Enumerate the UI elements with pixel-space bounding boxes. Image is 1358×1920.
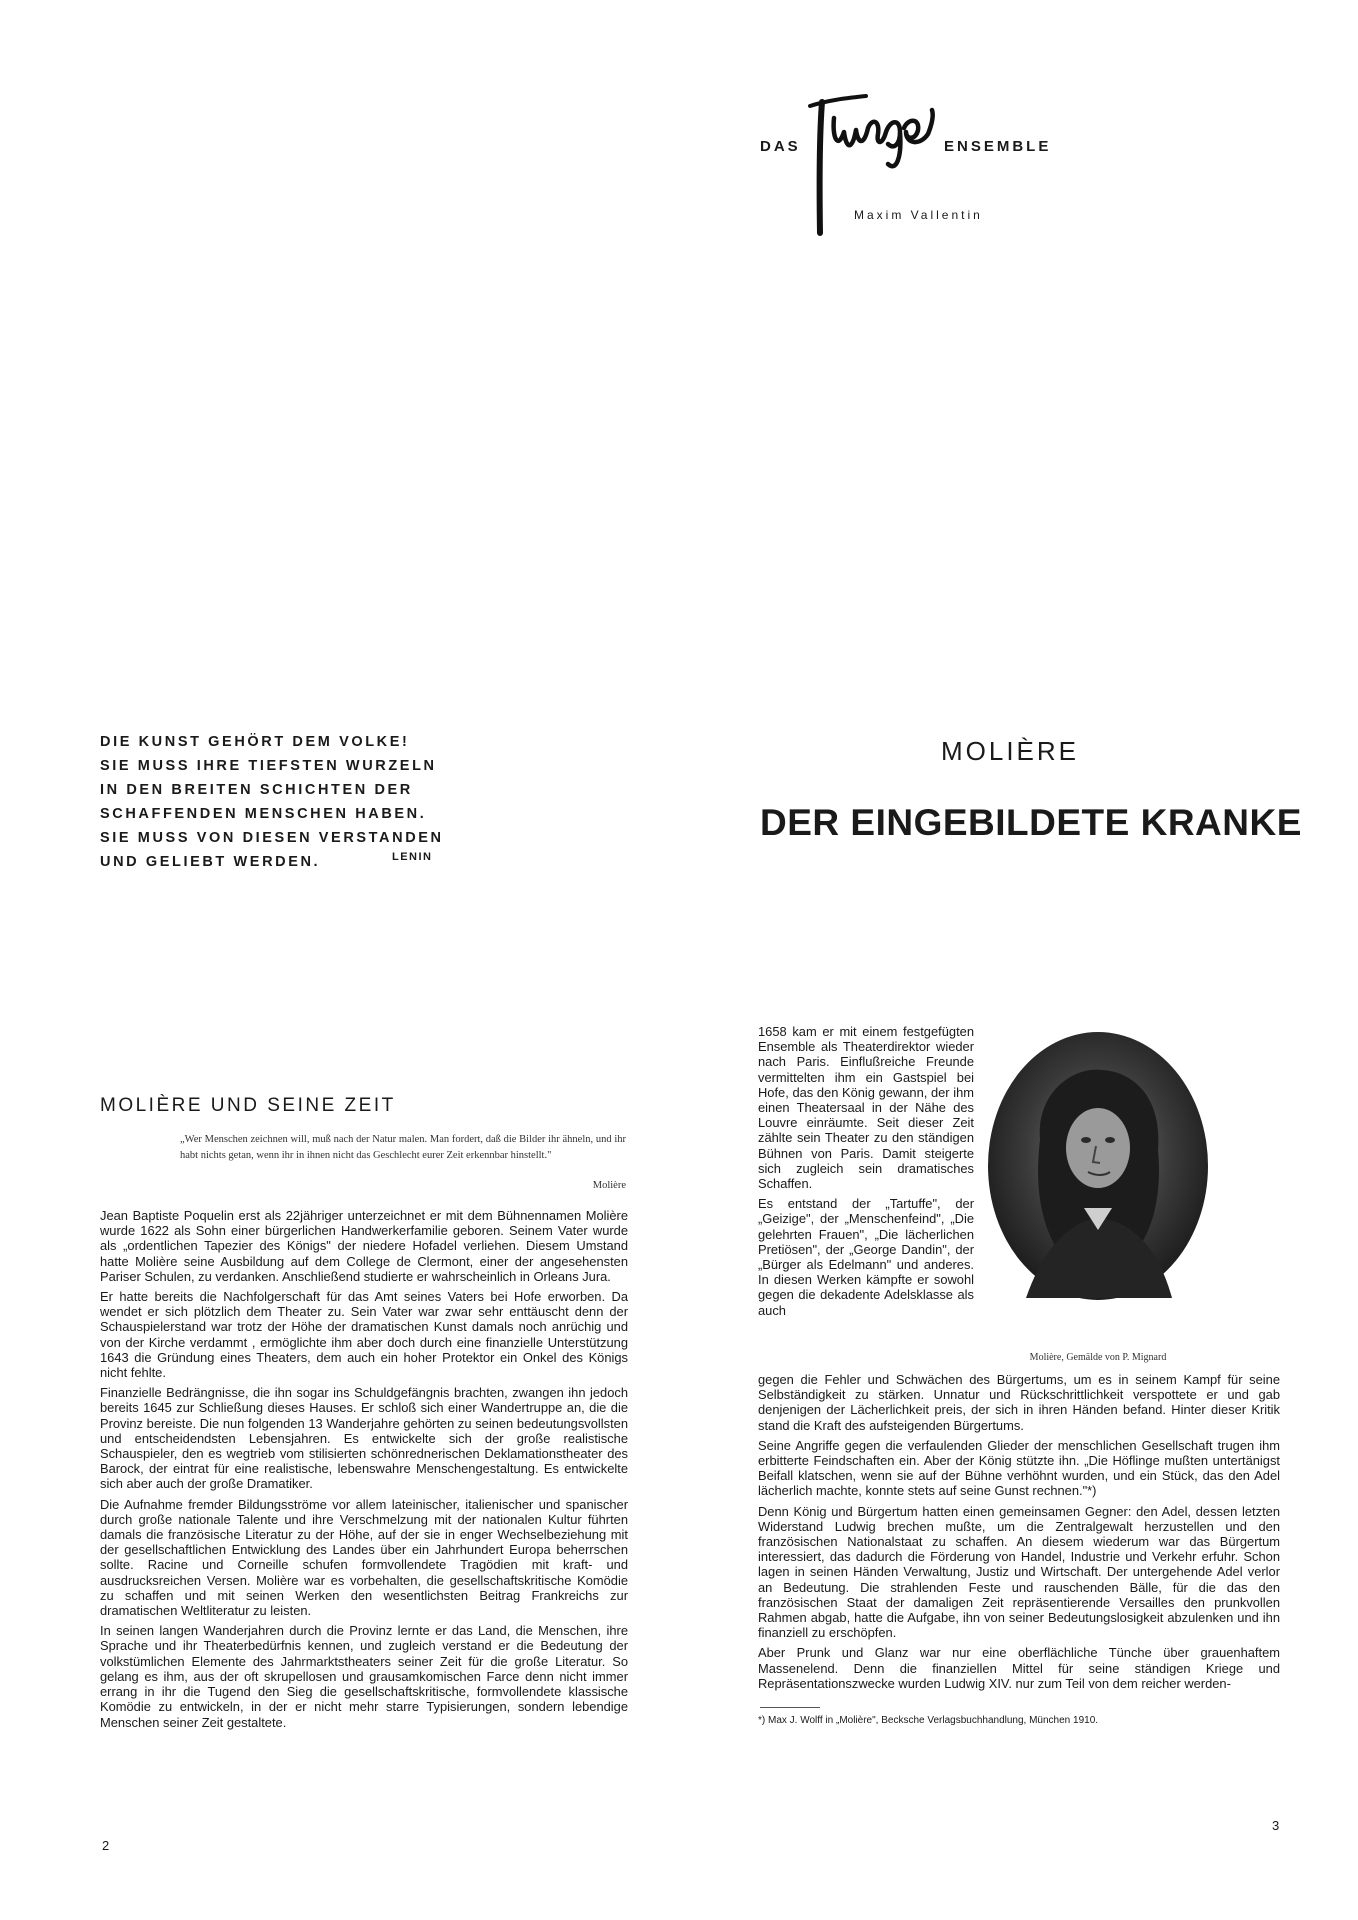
- paragraph: In seinen langen Wanderjahren durch die Provinz lernte er das Land, die Menschen, ihre Sprache und ihr Theaterbedürfnis kennen, und zugleich verstand er die Bedeutung der volkstümlichen Elemente des Jahrmarktstheaters seiner Zeit für die große Literatur. So gelang es ihm, aus der oft skrupellosen und grausamkomischen Farce denn nicht immer errang in ihr die Tugend den Sieg die gesellschaftskritische, formvollendete klassische Komödie zu entwickeln, in der er nicht mehr starre Typisierungen, sondern lebendige Menschen seiner Zeit gestaltete.: [100, 1623, 628, 1730]
- moliere-portrait: [986, 1030, 1210, 1302]
- paragraph: Die Aufnahme fremder Bildungsströme vor allem lateinischer, italienischer und spanischer durch große nationale Talente und ihre Verschmelzung mit der nationalen Kultur führten damals die französische Literatur zu der Höhe, auf der sie in enger Wechselbeziehung mit der gesellschaftlichen Entwicklung des Landes über ein Jahrhundert Europa beherrschen sollte. Racine und Corneille schufen formvollendete Tragödien mit kraft- und ausdrucksreichen Versen. Molière war es vorbehalten, die gesellschaftskritische Komödie zu schaffen und mit seinen Werken den wesentlichsten Beitrag Frankreichs zur dramatischen Weltliteratur zu leisten.: [100, 1496, 628, 1619]
- footnote-rule: [760, 1707, 820, 1708]
- paragraph: Finanzielle Bedrängnisse, die ihn sogar ins Schuldgefängnis brachten, zwangen ihn jedoch bereits 1645 zur Schließung dieses Hauses. Er schloß sich einer Wandertruppe an, die die Provinz bereiste. Die nun folgenden 13 Wanderjahre gehörten zu seinen bedeutungsvollsten und entscheidendsten Lebensjahren. Es entwickelte sich der große realistische Schauspieler, den es wegtrieb vom stilisierten schönrednerischen Deklamationstheater des Barock, der eintrat für eine realistische, lebenswahre Menschengestaltung. Es entwickelte sich aber auch der große Dramatiker.: [100, 1385, 628, 1492]
- epigraph-author: Molière: [592, 1180, 626, 1191]
- quote-author: LENIN: [392, 851, 433, 863]
- paragraph: Denn König und Bürgertum hatten einen gemeinsamen Gegner: den Adel, dessen letzten Widerstand Ludwig brechen mußte, um die Zentralgewalt herzustellen und den französischen Nationalstaat zu schaffen. An diesem wiederum war das Bürgertum interessiert, das dadurch die Förderung von Handel, Industrie und Verkehr erfuhr. Schon lagen in seinen Händen Verwaltung, Justiz und Wirtschaft. Der untergehende Adel verlor an Bedeutung. Die strahlenden Feste und rauschenden Bälle, für die das den französischen Staat der damaligen Zeit repräsentierende Versailles den prunkvollen Rahmen abgab, hatte die Aufgabe, ihn von seiner Bedeutungslosigkeit abzulenken und ihn finanziell zu erschöpfen.: [758, 1503, 1280, 1641]
- section-heading: MOLIÈRE UND SEINE ZEIT: [100, 1095, 396, 1116]
- paragraph: gegen die Fehler und Schwächen des Bürgertums, um es in seinem Kampf für seine Selbständigkeit zu stärken. Unnatur und Rückschrittlichkeit verspottete er und gab denjenigen der Lächerlichkeit preis, der sich in ihren Händen befand. Hinter dieser Kritik stand die Kraft des aufsteigenden Bürgertums.: [758, 1372, 1280, 1433]
- quote-line: SIE MUSS IHRE TIEFSTEN WURZELN: [100, 758, 437, 774]
- masthead: [760, 88, 1080, 248]
- paragraph: Er hatte bereits die Nachfolgerschaft für das Amt seines Vaters bei Hofe erworben. Da wendet er sich plötzlich dem Theater zu. Sein Vater war zwar sehr enttäuscht denn der Schauspielerstand war trotz der Höhe der dramatischen Kunst damals noch anrüchig und von der Kirche verdammt , ermöglichte ihm aber doch durch eine finanzielle Unterstützung 1643 die Gründung eines Theaters, dem auch ein hoher Protektor ein Onkel des Königs nicht fehlte.: [100, 1289, 628, 1381]
- page-number-right: 3: [1272, 1818, 1280, 1833]
- masthead-ensemble: ENSEMBLE: [944, 138, 1052, 155]
- paragraph: Seine Angriffe gegen die verfaulenden Glieder der menschlichen Gesellschaft trugen ihm erbitterte Feindschaften ein. Aber der König stützte ihn. „Die Höflinge mußten untertänigst Beifall klatschen, wenn sie auf der Bühne verhöhnt wurden, und ein Stück, das den Adel lächerlich machte, konnte stets auf seine Gunst rechnen."*): [758, 1437, 1280, 1499]
- page-number-left: 2: [102, 1838, 110, 1853]
- paragraph: Aber Prunk und Glanz war nur eine oberflächliche Tünche über grauenhaftem Massenelend. Denn die finanziellen Mittel für seine ständigen Kriege und Repräsentationszwecke wurden Ludwig XIV. nur zum Teil von dem reicher werden-: [758, 1645, 1280, 1691]
- quote-line: SIE MUSS VON DIESEN VERSTANDEN: [100, 830, 444, 846]
- ensemble-logo: [808, 88, 938, 248]
- left-column-text: [100, 1208, 628, 1735]
- quote-line: IN DEN BREITEN SCHICHTEN DER: [100, 782, 413, 798]
- paragraph: Es entstand der „Tartuffe", der „Geizige", der „Menschenfeind", „Die gelehrten Frauen", „Die lächerlichen Pretiösen", der „George Dandin", der „Bürger als Edelmann" und anderes. In diesen Werken kämpfte er sowohl gegen die dekadente Adelsklasse als auch: [758, 1196, 974, 1318]
- quote-line: UND GELIEBT WERDEN.: [100, 854, 321, 870]
- author-title: MOLIÈRE: [940, 736, 1080, 766]
- paragraph: Jean Baptiste Poquelin erst als 22jähriger unterzeichnet er mit dem Bühnennamen Molière wurde 1622 als Sohn einer bürgerlichen Handwerkerfamilie geboren. Seinem Vater wurde als „ordentlichen Tapezier des Königs" der niedere Hofadel verliehen. Diesem Umstand hatte Molière seine Ausbildung auf dem College de Clermont, einer der angesehensten Pariser Schulen, zu verdanken. Anschließend studierte er wahrscheinlich in Orleans Jura.: [100, 1208, 628, 1284]
- right-column-text: [758, 1372, 1280, 1726]
- paragraph: 1658 kam er mit einem festgefügten Ensemble als Theaterdirektor wieder nach Paris. Einflußreiche Freunde vermittelten ihm ein Gastspiel bei Hofe, das den König gewann, der ihm einen Theatersaal in der Nähe des Louvre einräumte. Seit dieser Zeit zählte sein Theater zu den ständigen Bühnen von Paris. Damit steigerte sich zugleich sein dramatisches Schaffen.: [758, 1024, 974, 1192]
- lenin-quote: [100, 730, 450, 874]
- masthead-das: DAS: [760, 138, 801, 155]
- quote-line: SCHAFFENDEN MENSCHEN HABEN.: [100, 806, 427, 822]
- play-title: DER EINGEBILDETE KRANKE: [760, 802, 1302, 843]
- epigraph: „Wer Menschen zeichnen will, muß nach der Natur malen. Man fordert, daß die Bilder ihr ähneln, und ihr habt nichts getan, wenn ihr in ihnen nicht das Geschlecht eurer Zeit erkennbar hinstellt.": [180, 1134, 626, 1161]
- right-column-top-text: [758, 1024, 974, 1323]
- portrait-caption: Molière, Gemälde von P. Mignard: [1029, 1352, 1167, 1363]
- masthead-director: Maxim Vallentin: [854, 208, 983, 222]
- footnote: *) Max J. Wolff in „Molière", Becksche Verlagsbuchhandlung, München 1910.: [758, 1715, 1099, 1727]
- quote-line: DIE KUNST GEHÖRT DEM VOLKE!: [100, 734, 410, 750]
